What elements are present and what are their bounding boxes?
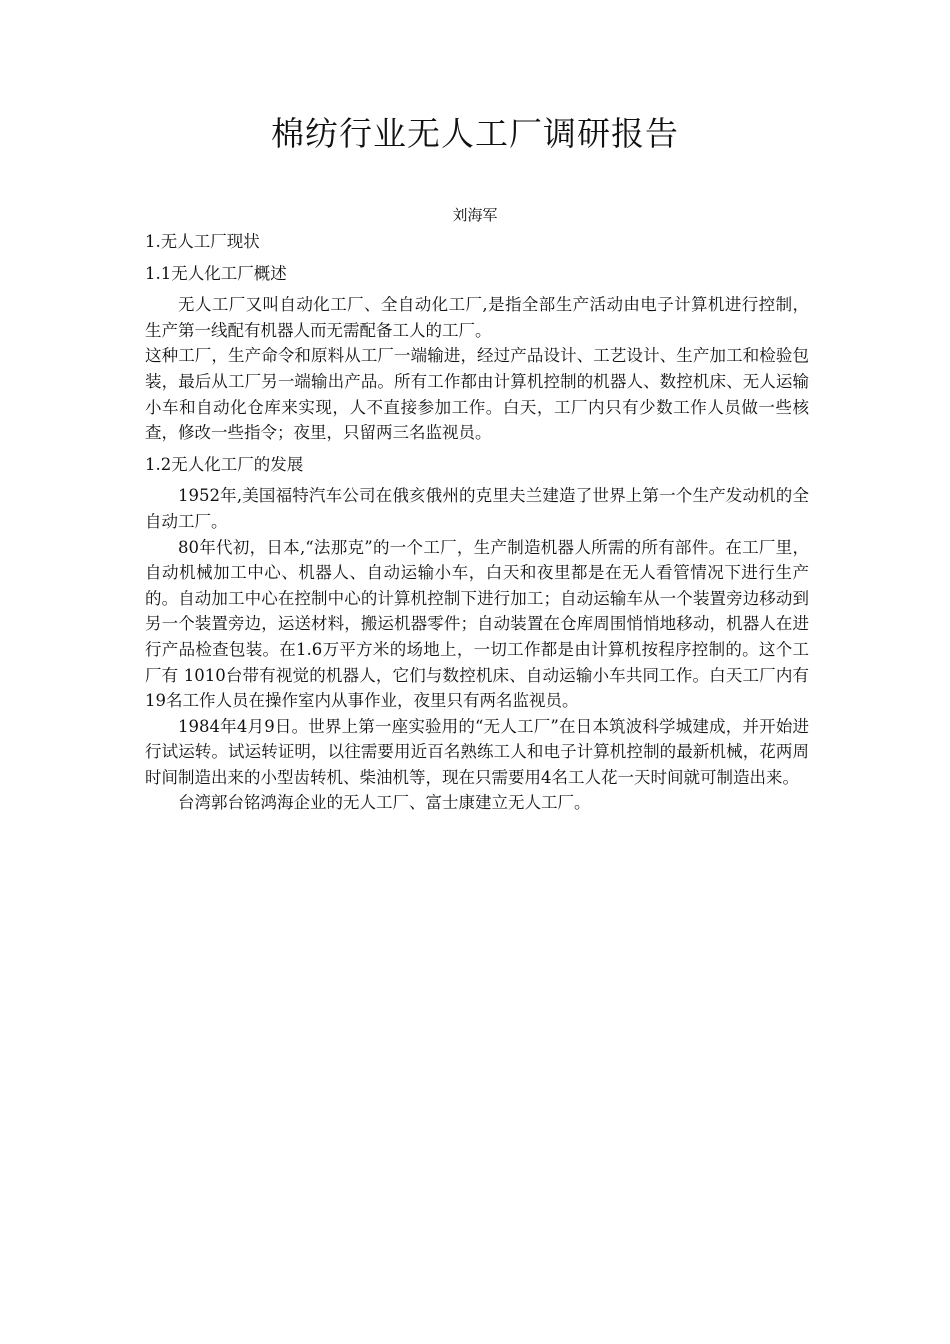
paragraph: 1984年4月9日。世界上第一座实验用的“无人工厂”在日本筑波科学城建成，并开始进行试运转。试运转证明，以往需要用近百名熟练工人和电子计算机控制的最新机械，花两周时间制造出来的小型齿转机、柴油机等，现在只需要用4名工人花一天时间就可制造出来。 — [145, 716, 809, 787]
document-body — [145, 229, 809, 816]
paragraph: 80年代初，日本,“法那克”的一个工厂，生产制造机器人所需的所有部件。在工厂里，自动机械加工中心、机器人、自动运输小车，白天和夜里都是在无人看管情况下进行生产的。自动加工中心在控制中心的计算机控制下进行加工；自动运输车从一个装置旁边移动到另一个装置旁边，运送材料，搬运机器零件；自动装置在仓库周围悄悄地移动，机器人在进行产品检查包装。在1.6万平方米的场地上，一切工作都是由计算机按程序控制的。这个工厂有 1010台带有视觉的机器人，它们与数控机床、自动运输小车共同工作。白天工厂内有19名工作人员在操作室内从事作业，夜里只有两名监视员。 — [145, 537, 809, 711]
author-name: 刘海军 — [452, 206, 498, 224]
paragraph: 1952年,美国福特汽车公司在俄亥俄州的克里夫兰建造了世界上第一个生产发动机的全自动工厂。 — [145, 486, 809, 531]
subsection-heading: 1.1无人化工厂概述 — [145, 263, 287, 283]
paragraph: 这种工厂，生产命令和原料从工厂一端输进，经过产品设计、工艺设计、生产加工和检验包装，最后从工厂另一端输出产品。所有工作都由计算机控制的机器人、数控机床、无人运输小车和自动化仓库来实现，人不直接参加工作。白天，工厂内只有少数工作人员做一些核查，修改一些指令；夜里，只留两三名监视员。 — [145, 346, 809, 443]
section-heading: 1.无人工厂现状 — [145, 232, 260, 251]
paragraph: 无人工厂又叫自动化工厂、全自动化工厂,是指全部生产活动由电子计算机进行控制，生产第一线配有机器人而无需配备工人的工厂。 — [145, 295, 809, 340]
paragraph: 台湾郭台铭鸿海企业的无人工厂、富士康建立无人工厂。 — [178, 793, 591, 813]
subsection-heading: 1.2无人化工厂的发展 — [145, 454, 304, 474]
document-title: 棉纺行业无人工厂调研报告 — [271, 114, 679, 153]
